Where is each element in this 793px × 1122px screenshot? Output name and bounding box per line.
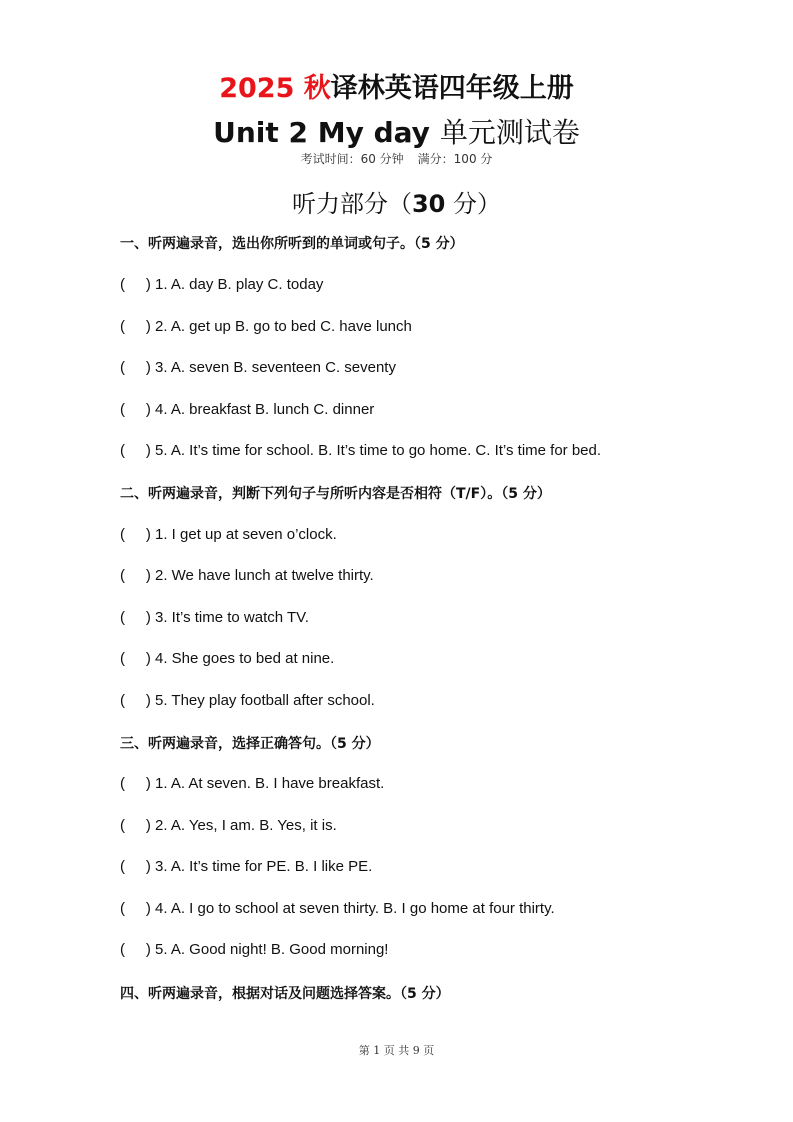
question-item: ( ) 3. A. It’s time for PE. B. I like PE. <box>120 858 373 875</box>
page-number: 第 1 页 共 9 页 <box>358 1044 435 1057</box>
question-item: ( ) 5. A. Good night! B. Good morning! <box>120 941 389 958</box>
title-textbook: 译林英语四年级上册 <box>330 73 574 104</box>
exam-time: 考试时间：60 分钟 <box>300 152 404 166</box>
unit-title-en: Unit 2 My day <box>213 116 430 149</box>
document-title <box>0 66 793 105</box>
question-item: ( ) 5. A. It’s time for school. B. It’s time to go home. C. It’s time for bed. <box>120 442 602 459</box>
part-score: 30 <box>411 190 446 218</box>
part-title-listening <box>0 184 793 219</box>
section-2-title: 二、听两遍录音，判断下列句子与所听内容是否相符（T/F）。（5 分） <box>120 486 551 502</box>
question-item: ( ) 4. A. I go to school at seven thirty. B. I go home at four thirty. <box>120 900 555 917</box>
question-item: ( ) 1. A. At seven. B. I have breakfast. <box>120 775 385 792</box>
question-item: ( ) 4. A. breakfast B. lunch C. dinner <box>120 401 375 418</box>
section-4-title: 四、听两遍录音，根据对话及问题选择答案。（5 分） <box>120 986 450 1002</box>
section-1-title: 一、听两遍录音，选出你所听到的单词或句子。（5 分） <box>120 236 464 252</box>
unit-title <box>0 111 793 151</box>
section-3-title: 三、听两遍录音，选择正确答句。（5 分） <box>120 736 380 752</box>
question-item: ( ) 4. She goes to bed at nine. <box>120 650 335 667</box>
question-item: ( ) 1. A. day B. play C. today <box>120 276 324 293</box>
question-item: ( ) 3. It’s time to watch TV. <box>120 609 309 626</box>
full-score: 满分：100 分 <box>417 152 493 166</box>
question-item: ( ) 2. We have lunch at twelve thirty. <box>120 567 374 584</box>
question-item: ( ) 5. They play football after school. <box>120 692 375 709</box>
question-item: ( ) 2. A. Yes, I am. B. Yes, it is. <box>120 817 337 834</box>
part-title-suffix: 分） <box>445 190 502 218</box>
part-title-prefix: 听力部分（ <box>291 190 412 218</box>
unit-title-cn: 单元测试卷 <box>439 116 580 149</box>
exam-meta <box>0 150 793 167</box>
question-item: ( ) 2. A. get up B. go to bed C. have lunch <box>120 318 412 335</box>
question-item: ( ) 1. I get up at seven o’clock. <box>120 526 337 543</box>
question-item: ( ) 3. A. seven B. seventeen C. seventy <box>120 359 396 376</box>
title-season: 2025 秋 <box>219 73 331 104</box>
